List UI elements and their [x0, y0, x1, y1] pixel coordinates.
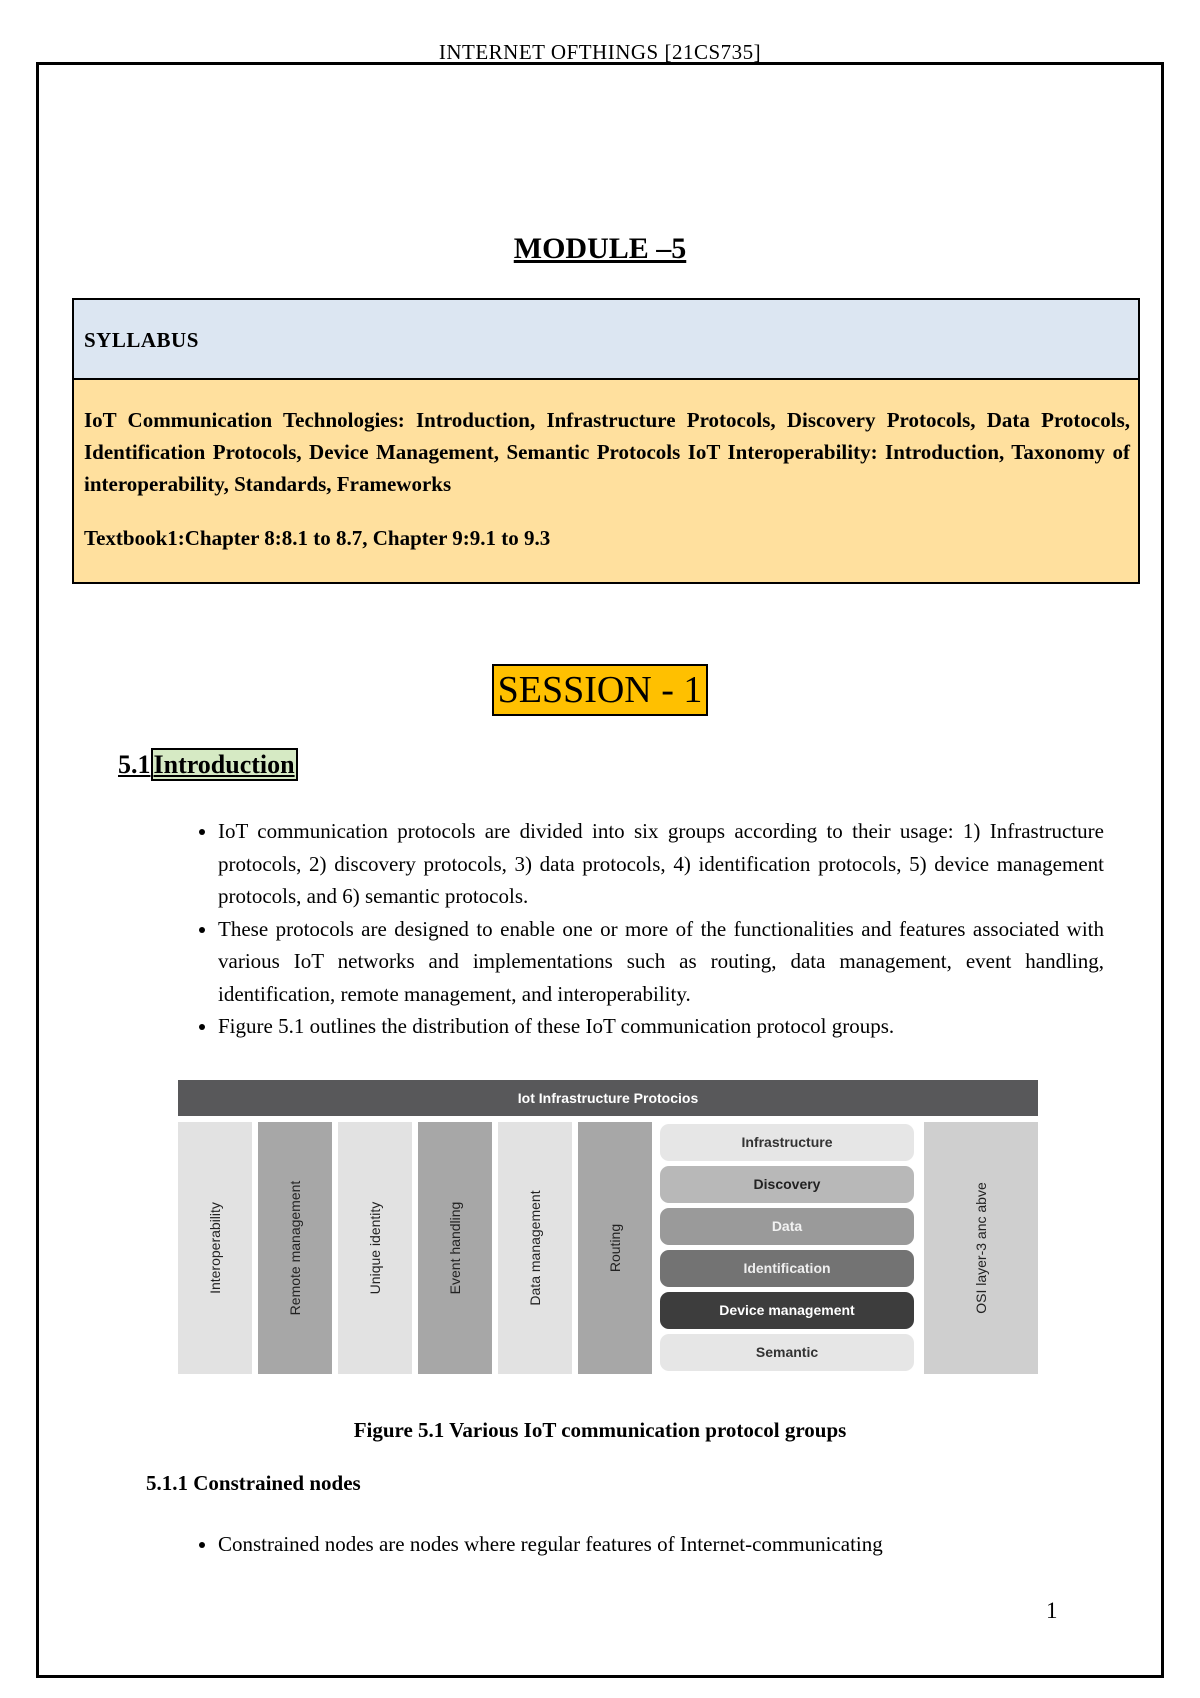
running-header: INTERNET OFTHINGS [21CS735]: [438, 40, 762, 64]
figure-banner: Iot Infrastructure Protocios: [178, 1080, 1038, 1116]
bullet-item: • Figure 5.1 outlines the distribution of these IoT communication protocol groups.: [218, 1010, 1104, 1043]
section-heading: [118, 750, 298, 780]
module-title: MODULE –5: [513, 232, 687, 265]
page-number: 1: [1046, 1598, 1058, 1623]
syllabus-content: IoT Communication Technologies: Introduction, Infrastructure Protocols, Discovery Protocols, Data Protocols, Identification Protocols, Device Management, Semantic Protocols IoT Interoperability: Introduction, Taxonomy of interoperability, Standards, Frameworks: [84, 408, 1130, 496]
figure-column-label: Routing: [607, 1223, 623, 1273]
figure-column: [178, 1122, 252, 1374]
syllabus-textbook: Textbook1:Chapter 8:8.1 to 8.7, Chapter 9:9.1 to 9.3: [84, 526, 551, 550]
figure-column-label: Event handling: [447, 1201, 463, 1295]
section-number: 5.1: [118, 750, 151, 779]
figure-layer: Discovery: [660, 1166, 914, 1203]
protocol-groups-figure: [178, 1080, 1038, 1377]
syllabus-body: [74, 380, 1138, 582]
figure-layer: Identification: [660, 1250, 914, 1287]
figure-layer: Device management: [660, 1292, 914, 1329]
figure-column-label: Interoperability: [207, 1202, 223, 1294]
figure-layer: Data: [660, 1208, 914, 1245]
figure-right-column-label: OSI layer-3 anc abve: [973, 1182, 989, 1314]
figure-column: [418, 1122, 492, 1374]
figure-column: [258, 1122, 332, 1374]
figure-column-label: Data management: [527, 1190, 543, 1306]
figure-layer: Semantic: [660, 1334, 914, 1371]
syllabus-box: [72, 298, 1140, 584]
intro-bullet-list: [176, 815, 1104, 1043]
figure-column: [338, 1122, 412, 1374]
constrained-bullet-list: [176, 1528, 1104, 1560]
syllabus-heading: SYLLABUS: [74, 300, 1138, 380]
bullet-item: • These protocols are designed to enable one or more of the functionalities and features associated with various IoT networks and implementations such as routing, data management, event handling, identification, remote management, and interoperability.: [218, 913, 1104, 1011]
figure-column-label: Unique identity: [367, 1201, 383, 1295]
figure-caption: Figure 5.1 Various IoT communication protocol groups: [353, 1418, 847, 1442]
figure-column-label: Remote management: [287, 1180, 303, 1316]
bullet-item: • IoT communication protocols are divided into six groups according to their usage: 1) Infrastructure protocols, 2) discovery protocols, 3) data protocols, 4) identification protocols, 5) device management protocols, and 6) semantic protocols.: [218, 815, 1104, 913]
figure-column: [498, 1122, 572, 1374]
figure-right-column: [924, 1122, 1038, 1374]
section-title: Introduction: [151, 748, 298, 781]
figure-column: [578, 1122, 652, 1374]
session-wrap: [0, 664, 1200, 716]
subsection-title: 5.1.1 Constrained nodes: [146, 1471, 361, 1495]
bullet-item: • Constrained nodes are nodes where regular features of Internet-communicating: [218, 1528, 1104, 1560]
figure-layer: Infrastructure: [660, 1124, 914, 1161]
session-label: SESSION - 1: [492, 664, 709, 716]
